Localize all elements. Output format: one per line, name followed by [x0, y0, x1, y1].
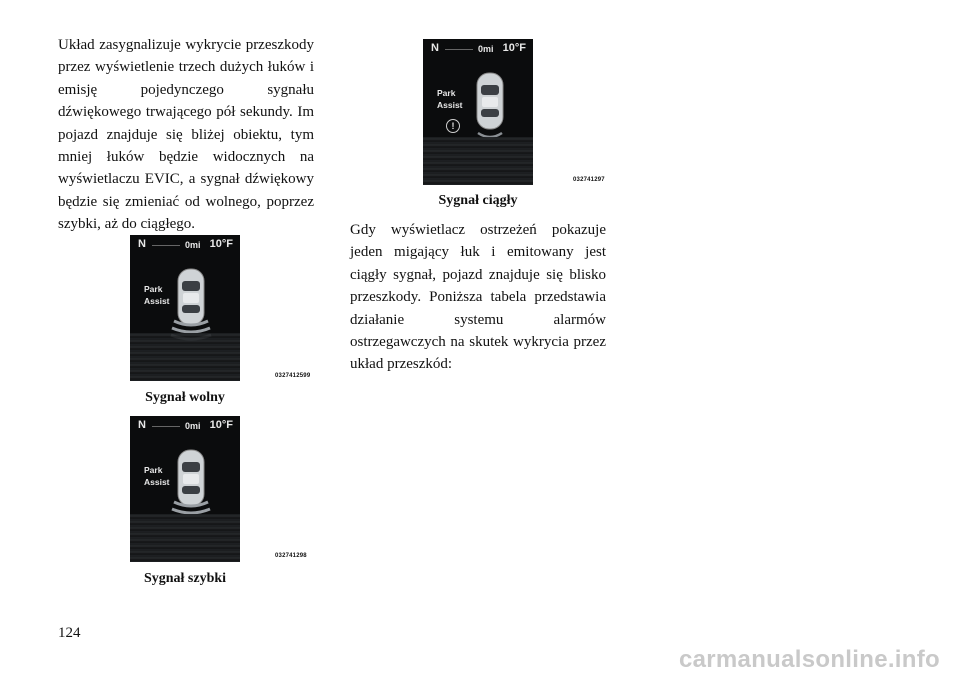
watermark-text: carmanualsonline.info — [678, 646, 940, 673]
gear-indicator: N — [138, 238, 146, 250]
temperature-readout: 10°F — [209, 419, 233, 431]
park-assist-display-slow — [130, 235, 240, 381]
warning-icon: ! — [446, 119, 460, 133]
park-assist-display-fast — [130, 416, 240, 562]
gear-indicator: N — [431, 42, 439, 54]
figure-caption: Sygnał ciągły — [438, 193, 518, 208]
body-paragraph-left: Układ zasygnalizuje wykrycie przeszkody przez wyświetlenie trzech dużych łuków i emisję pojedynczego sygnału dźwiękowego trwającego pół sekundy. Im pojazd znajduje się bliżej obiektu, tym mniej łuków będzie widocznych na wyświetlaczu EVIC, a sygnał dźwiękowy będzie się zmieniać od wolnego, poprzez szybki, aż do ciągłego. — [58, 37, 314, 233]
road-background — [423, 137, 533, 185]
odometer-readout: 0mi — [185, 421, 201, 431]
figure-code: 0327412599 — [275, 373, 311, 379]
road-background — [130, 333, 240, 381]
display-top-bar — [130, 235, 240, 255]
odometer-readout: 0mi — [478, 44, 494, 54]
park-assist-display-continuous — [423, 39, 533, 185]
body-paragraph-right: Gdy wyświetlacz ostrzeżeń pokazuje jeden migający łuk i emitowany jest ciągły sygnał, pojazd znajduje się blisko przeszkody. Poniższa tabela przedstawia działanie systemu alarmów ostrzegawczych na skutek wykrycia przez układ przeszkód: — [350, 222, 606, 373]
figure-code: 032741297 — [573, 177, 605, 183]
car-top-view-icon — [473, 71, 507, 131]
divider-line — [445, 49, 473, 50]
temperature-readout: 10°F — [209, 238, 233, 250]
car-top-view-icon — [174, 448, 208, 508]
display-top-bar — [423, 39, 533, 59]
gear-indicator: N — [138, 419, 146, 431]
road-background — [130, 514, 240, 562]
divider-line — [152, 245, 180, 246]
display-top-bar — [130, 416, 240, 436]
temperature-readout: 10°F — [502, 42, 526, 54]
park-assist-label: Park Assist — [144, 465, 170, 487]
figure-caption: Sygnał wolny — [145, 390, 225, 405]
park-assist-label: Park Assist — [437, 88, 463, 110]
car-top-view-icon — [174, 267, 208, 327]
odometer-readout: 0mi — [185, 240, 201, 250]
page-number: 124 — [58, 625, 81, 641]
figure-code: 032741298 — [275, 553, 307, 559]
divider-line — [152, 426, 180, 427]
figure-caption: Sygnał szybki — [143, 571, 227, 586]
park-assist-label: Park Assist — [144, 284, 170, 306]
